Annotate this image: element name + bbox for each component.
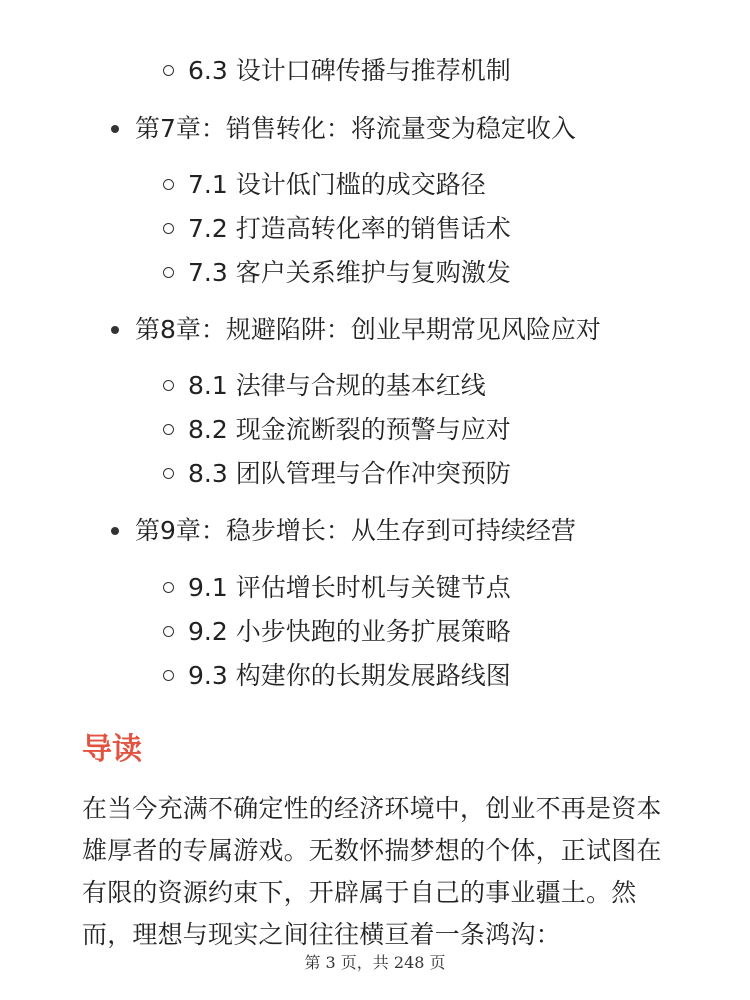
toc-entry-text: 第9章：稳步增长：从生存到可持续经营	[135, 516, 576, 545]
toc-entry-text: 7.3 客户关系维护与复购激发	[188, 258, 511, 287]
toc-entry-text: 9.3 构建你的长期发展路线图	[188, 661, 511, 690]
hollow-bullet-icon	[163, 380, 174, 391]
toc-section-9-1	[188, 571, 511, 605]
toc-section-7-2	[188, 212, 511, 246]
toc-section-8-3	[188, 457, 511, 491]
toc-section-7-1	[188, 168, 486, 202]
hollow-bullet-icon	[163, 65, 174, 76]
toc-chapter-8	[135, 313, 601, 347]
toc-section-6-3	[188, 54, 511, 88]
toc-entry-text: 7.1 设计低门槛的成交路径	[188, 170, 486, 199]
filled-bullet-icon	[111, 527, 119, 535]
toc-section-9-3	[188, 659, 511, 693]
section-heading: 导读	[82, 732, 142, 767]
toc-section-8-1	[188, 369, 486, 403]
toc-section-8-2	[188, 413, 511, 447]
toc-section-9-2	[188, 615, 511, 649]
toc-entry-text: 8.1 法律与合规的基本红线	[188, 371, 486, 400]
hollow-bullet-icon	[163, 179, 174, 190]
hollow-bullet-icon	[163, 670, 174, 681]
toc-entry-text: 6.3 设计口碑传播与推荐机制	[188, 56, 511, 85]
hollow-bullet-icon	[163, 424, 174, 435]
hollow-bullet-icon	[163, 468, 174, 479]
toc-entry-text: 7.2 打造高转化率的销售话术	[188, 214, 511, 243]
hollow-bullet-icon	[163, 582, 174, 593]
toc-entry-text: 第8章：规避陷阱：创业早期常见风险应对	[135, 315, 601, 344]
intro-paragraph: 在当今充满不确定性的经济环境中，创业不再是资本雄厚者的专属游戏。无数怀揣梦想的个体，正试图在有限的资源约束下，开辟属于自己的事业疆土。然而，理想与现实之间往往横亘着一条鸿沟：	[82, 794, 662, 949]
toc-entry-text: 8.2 现金流断裂的预警与应对	[188, 415, 511, 444]
toc-entry-text: 9.2 小步快跑的业务扩展策略	[188, 617, 511, 646]
hollow-bullet-icon	[163, 626, 174, 637]
toc-chapter-9	[135, 514, 576, 548]
filled-bullet-icon	[111, 125, 119, 133]
toc-entry-text: 第7章：销售转化：将流量变为稳定收入	[135, 114, 576, 143]
toc-entry-text: 9.1 评估增长时机与关键节点	[188, 573, 511, 602]
hollow-bullet-icon	[163, 223, 174, 234]
toc-chapter-7	[135, 112, 576, 146]
toc-entry-text: 8.3 团队管理与合作冲突预防	[188, 459, 511, 488]
page-number: 第 3 页，共 248 页	[304, 953, 446, 972]
filled-bullet-icon	[111, 326, 119, 334]
toc-section-7-3	[188, 256, 511, 290]
hollow-bullet-icon	[163, 267, 174, 278]
